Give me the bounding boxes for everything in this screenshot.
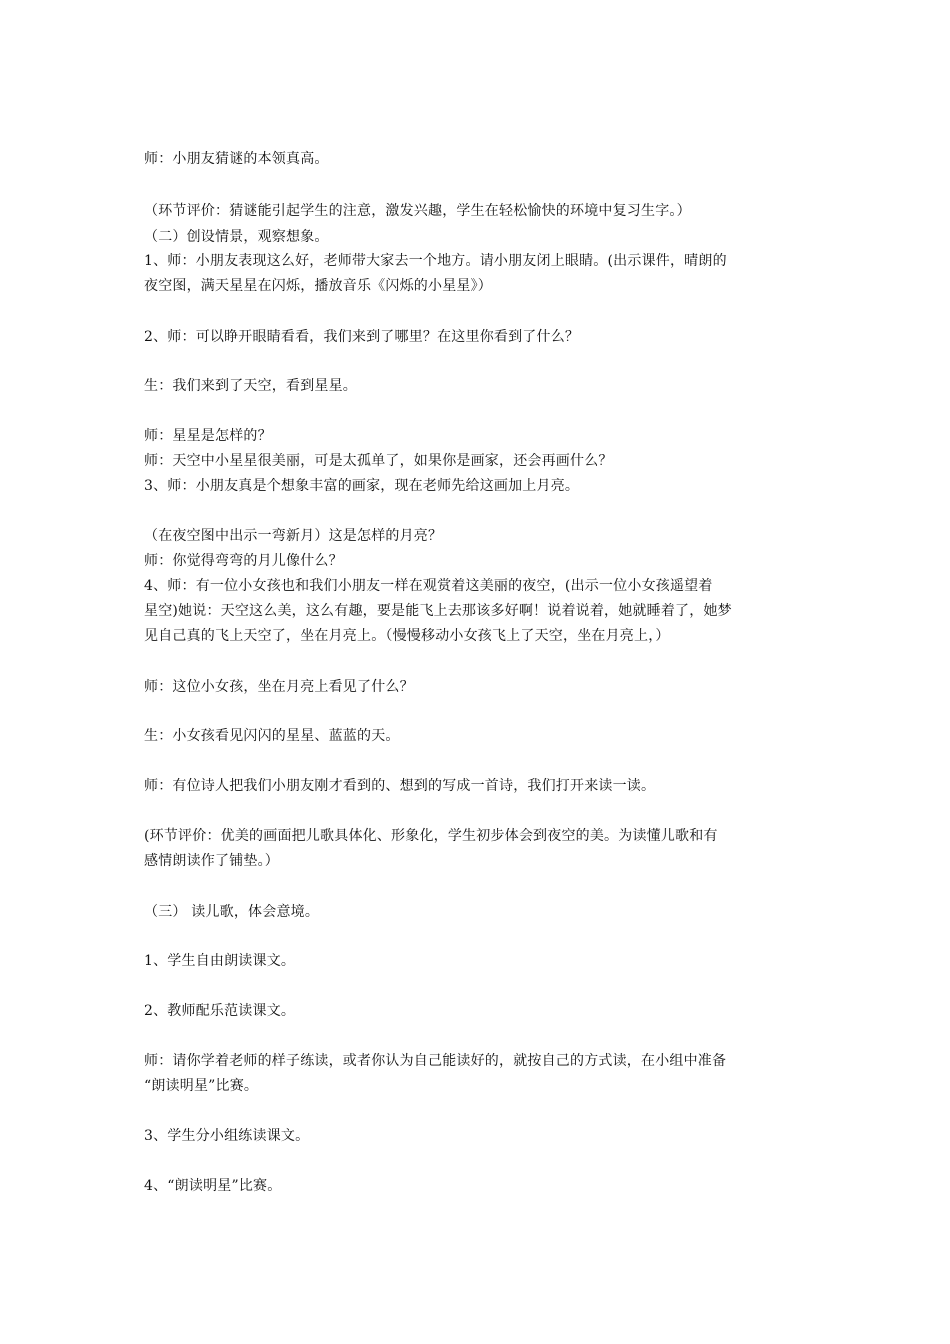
paragraph-line: 感情朗读作了铺垫。）	[144, 853, 279, 869]
section-heading: （三） 读儿歌，体会意境。	[144, 904, 320, 920]
paragraph-line: 星空)她说：天空这么美，这么有趣，要是能飞上去那该多好啊！说着说着，她就睡着了，她梦	[144, 603, 732, 619]
paragraph-line: 2、教师配乐范读课文。	[144, 1003, 296, 1019]
paragraph-line: 3、学生分小组练读课文。	[144, 1128, 310, 1144]
paragraph-line: 见自己真的飞上天空了，坐在月亮上。（慢慢移动小女孩飞上了天空，坐在月亮上，）	[144, 628, 670, 644]
paragraph-line: 师：请你学着老师的样子练读，或者你认为自己能读好的，就按自己的方式读，在小组中准备	[144, 1053, 727, 1069]
paragraph-line: (环节评价：优美的画面把儿歌具体化、形象化，学生初步体会到夜空的美。为读懂儿歌和有	[144, 828, 718, 844]
paragraph-line: 师：你觉得弯弯的月儿像什么？	[144, 553, 343, 569]
paragraph-line: 1、学生自由朗读课文。	[144, 953, 296, 969]
paragraph-line: 生：小女孩看见闪闪的星星、蓝蓝的天。	[144, 728, 400, 744]
paragraph-line: 1、师：小朋友表现这么好，老师带大家去一个地方。请小朋友闭上眼睛。(出示课件，晴朗的	[144, 253, 727, 269]
paragraph-line: （在夜空图中出示一弯新月）这是怎样的月亮？	[144, 528, 443, 544]
paragraph-line: 4、师：有一位小女孩也和我们小朋友一样在观赏着这美丽的夜空，(出示一位小女孩遥望着	[144, 578, 713, 594]
paragraph-line: 夜空图，满天星星在闪烁，播放音乐《闪烁的小星星》）	[144, 278, 492, 294]
paragraph-line: 4、“朗读明星”比赛。	[144, 1178, 282, 1194]
paragraph-line: 生：我们来到了天空，看到星星。	[144, 378, 357, 394]
section-heading: （二）创设情景，观察想象。	[144, 229, 329, 245]
paragraph-line: 3、师：小朋友真是个想象丰富的画家，现在老师先给这画加上月亮。	[144, 478, 580, 494]
paragraph-line: 师：这位小女孩，坐在月亮上看见了什么？	[144, 679, 414, 695]
paragraph-line: 师：天空中小星星很美丽，可是太孤单了，如果你是画家，还会再画什么？	[144, 453, 613, 469]
paragraph-line: “朗读明星”比赛。	[144, 1078, 259, 1094]
paragraph-line: 师：有位诗人把我们小朋友刚才看到的、想到的写成一首诗，我们打开来读一读。	[144, 778, 656, 794]
paragraph-line: 师：小朋友猜谜的本领真高。	[144, 151, 329, 167]
paragraph-line: （环节评价：猜谜能引起学生的注意，激发兴趣，学生在轻松愉快的环境中复习生字。）	[144, 203, 691, 219]
paragraph-line: 2、师：可以睁开眼睛看看，我们来到了哪里？在这里你看到了什么？	[144, 329, 580, 345]
paragraph-line: 师：星星是怎样的？	[144, 428, 272, 444]
